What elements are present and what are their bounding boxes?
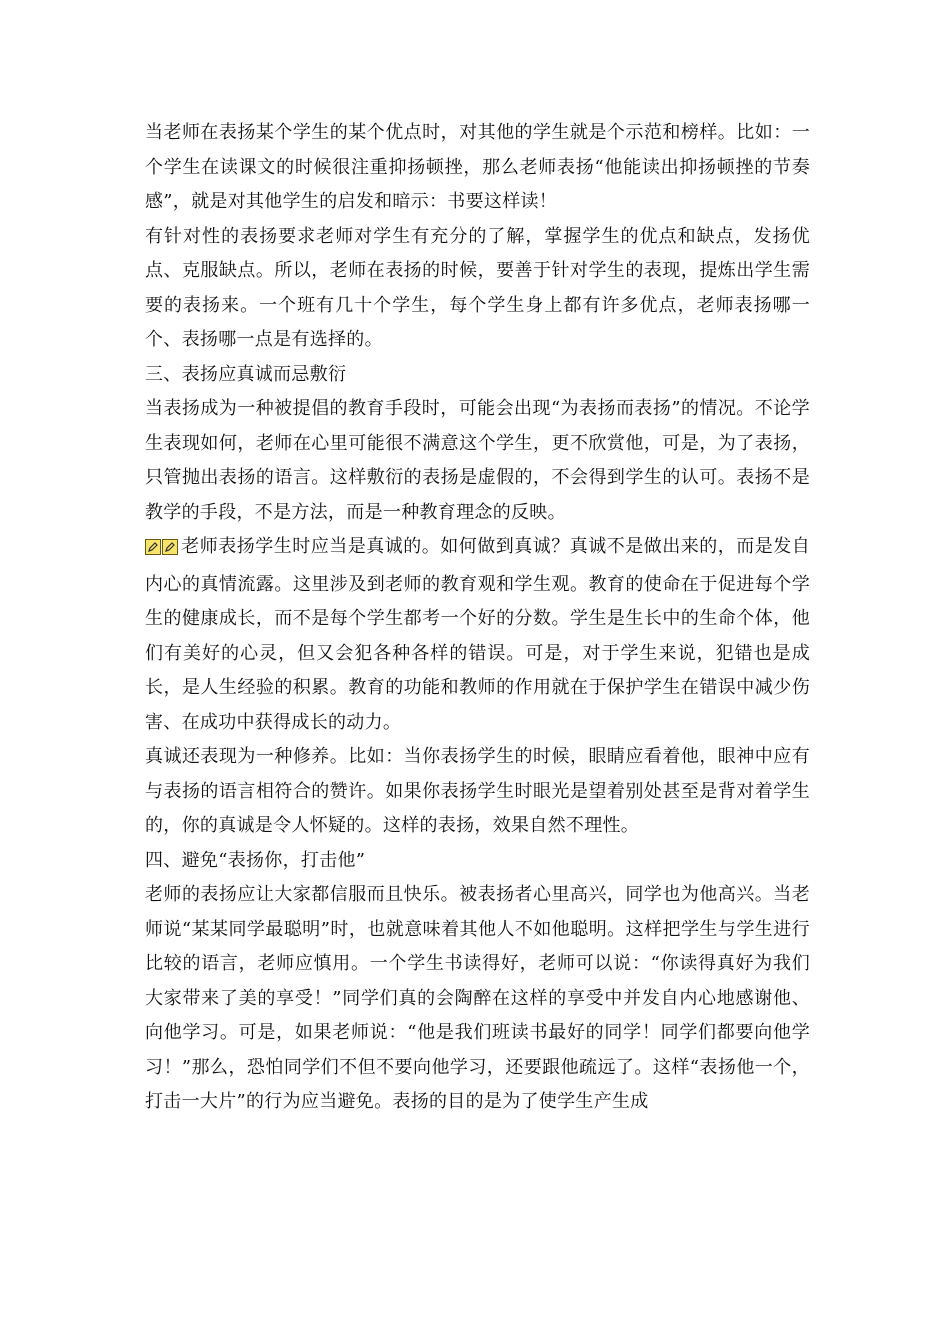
pencil-icon: [145, 539, 161, 555]
paragraph-5: 真诚还表现为一种修养。比如：当你表扬学生的时候，眼睛应看着他，眼神中应有与表扬的语言相符合的赞许。如果你表扬学生时眼光是望着别处甚至是背对着学生的，你的真诚是令人怀疑的。这样的表扬，效果自然不理性。: [145, 746, 810, 836]
paragraph-1: 当老师在表扬某个学生的某个优点时，对其他的学生就是个示范和榜样。比如：一个学生在读课文的时候很注重抑扬顿挫，那么老师表扬“他能读出抑扬顿挫的节奏感”，就是对其他学生的启发和暗示：书要这样读！: [145, 122, 810, 212]
paragraph-4-text: 老师表扬学生时应当是真诚的。如何做到真诚？真诚不是做出来的，而是发自内心的真情流露。这里涉及到老师的教育观和学生观。教育的使命在于促进每个学生的健康成长，而不是每个学生都考一个好的分数。学生是生长中的生命个体，他们有美好的心灵，但又会犯各种各样的错误。可是，对于学生来说，犯错也是成长，是人生经验的积累。教育的功能和教师的作用就在于保护学生在错误中减少伤害、在成功中获得成长的动力。: [145, 536, 810, 733]
section-heading-3: 三、表扬应真诚而忌敷衍: [145, 363, 347, 385]
inline-icon-group: [145, 533, 179, 568]
pencil-icon: [162, 539, 178, 555]
paragraph-2: 有针对性的表扬要求老师对学生有充分的了解，掌握学生的优点和缺点，发扬优点、克服缺点。所以，老师在表扬的时候，要善于针对学生的表现，提炼出学生需要的表扬来。一个班有几十个学生，每个学生身上都有许多优点，老师表扬哪一个、表扬哪一点是有选择的。: [145, 225, 810, 350]
paragraph-4: [145, 530, 810, 740]
paragraph-3: 当表扬成为一种被提倡的教育手段时，可能会出现“为表扬而表扬”的情况。不论学生表现如何，老师在心里可能很不满意这个学生，更不欣赏他，可是，为了表扬，只管抛出表扬的语言。这样敷衍的表扬是虚假的，不会得到学生的认可。表扬不是教学的手段，不是方法，而是一种教育理念的反映。: [145, 398, 810, 523]
paragraph-6: 老师的表扬应让大家都信服而且快乐。被表扬者心里高兴，同学也为他高兴。当老师说“某某同学最聪明”时，也就意味着其他人不如他聪明。这样把学生与学生进行比较的语言，老师应慎用。一个学生书读得好，老师可以说：“你读得真好为我们大家带来了美的享受！”同学们真的会陶醉在这样的享受中并发自内心地感谢他、向他学习。可是，如果老师说：“他是我们班读书最好的同学！同学们都要向他学习！”那么，恐怕同学们不但不要向他学习，还要跟他疏远了。这样“表扬他一个，打击一大片”的行为应当避免。表扬的目的是为了使学生产生成: [145, 884, 810, 1112]
section-heading-4: 四、避免“表扬你，打击他”: [145, 849, 366, 871]
document-body: [145, 116, 810, 1120]
